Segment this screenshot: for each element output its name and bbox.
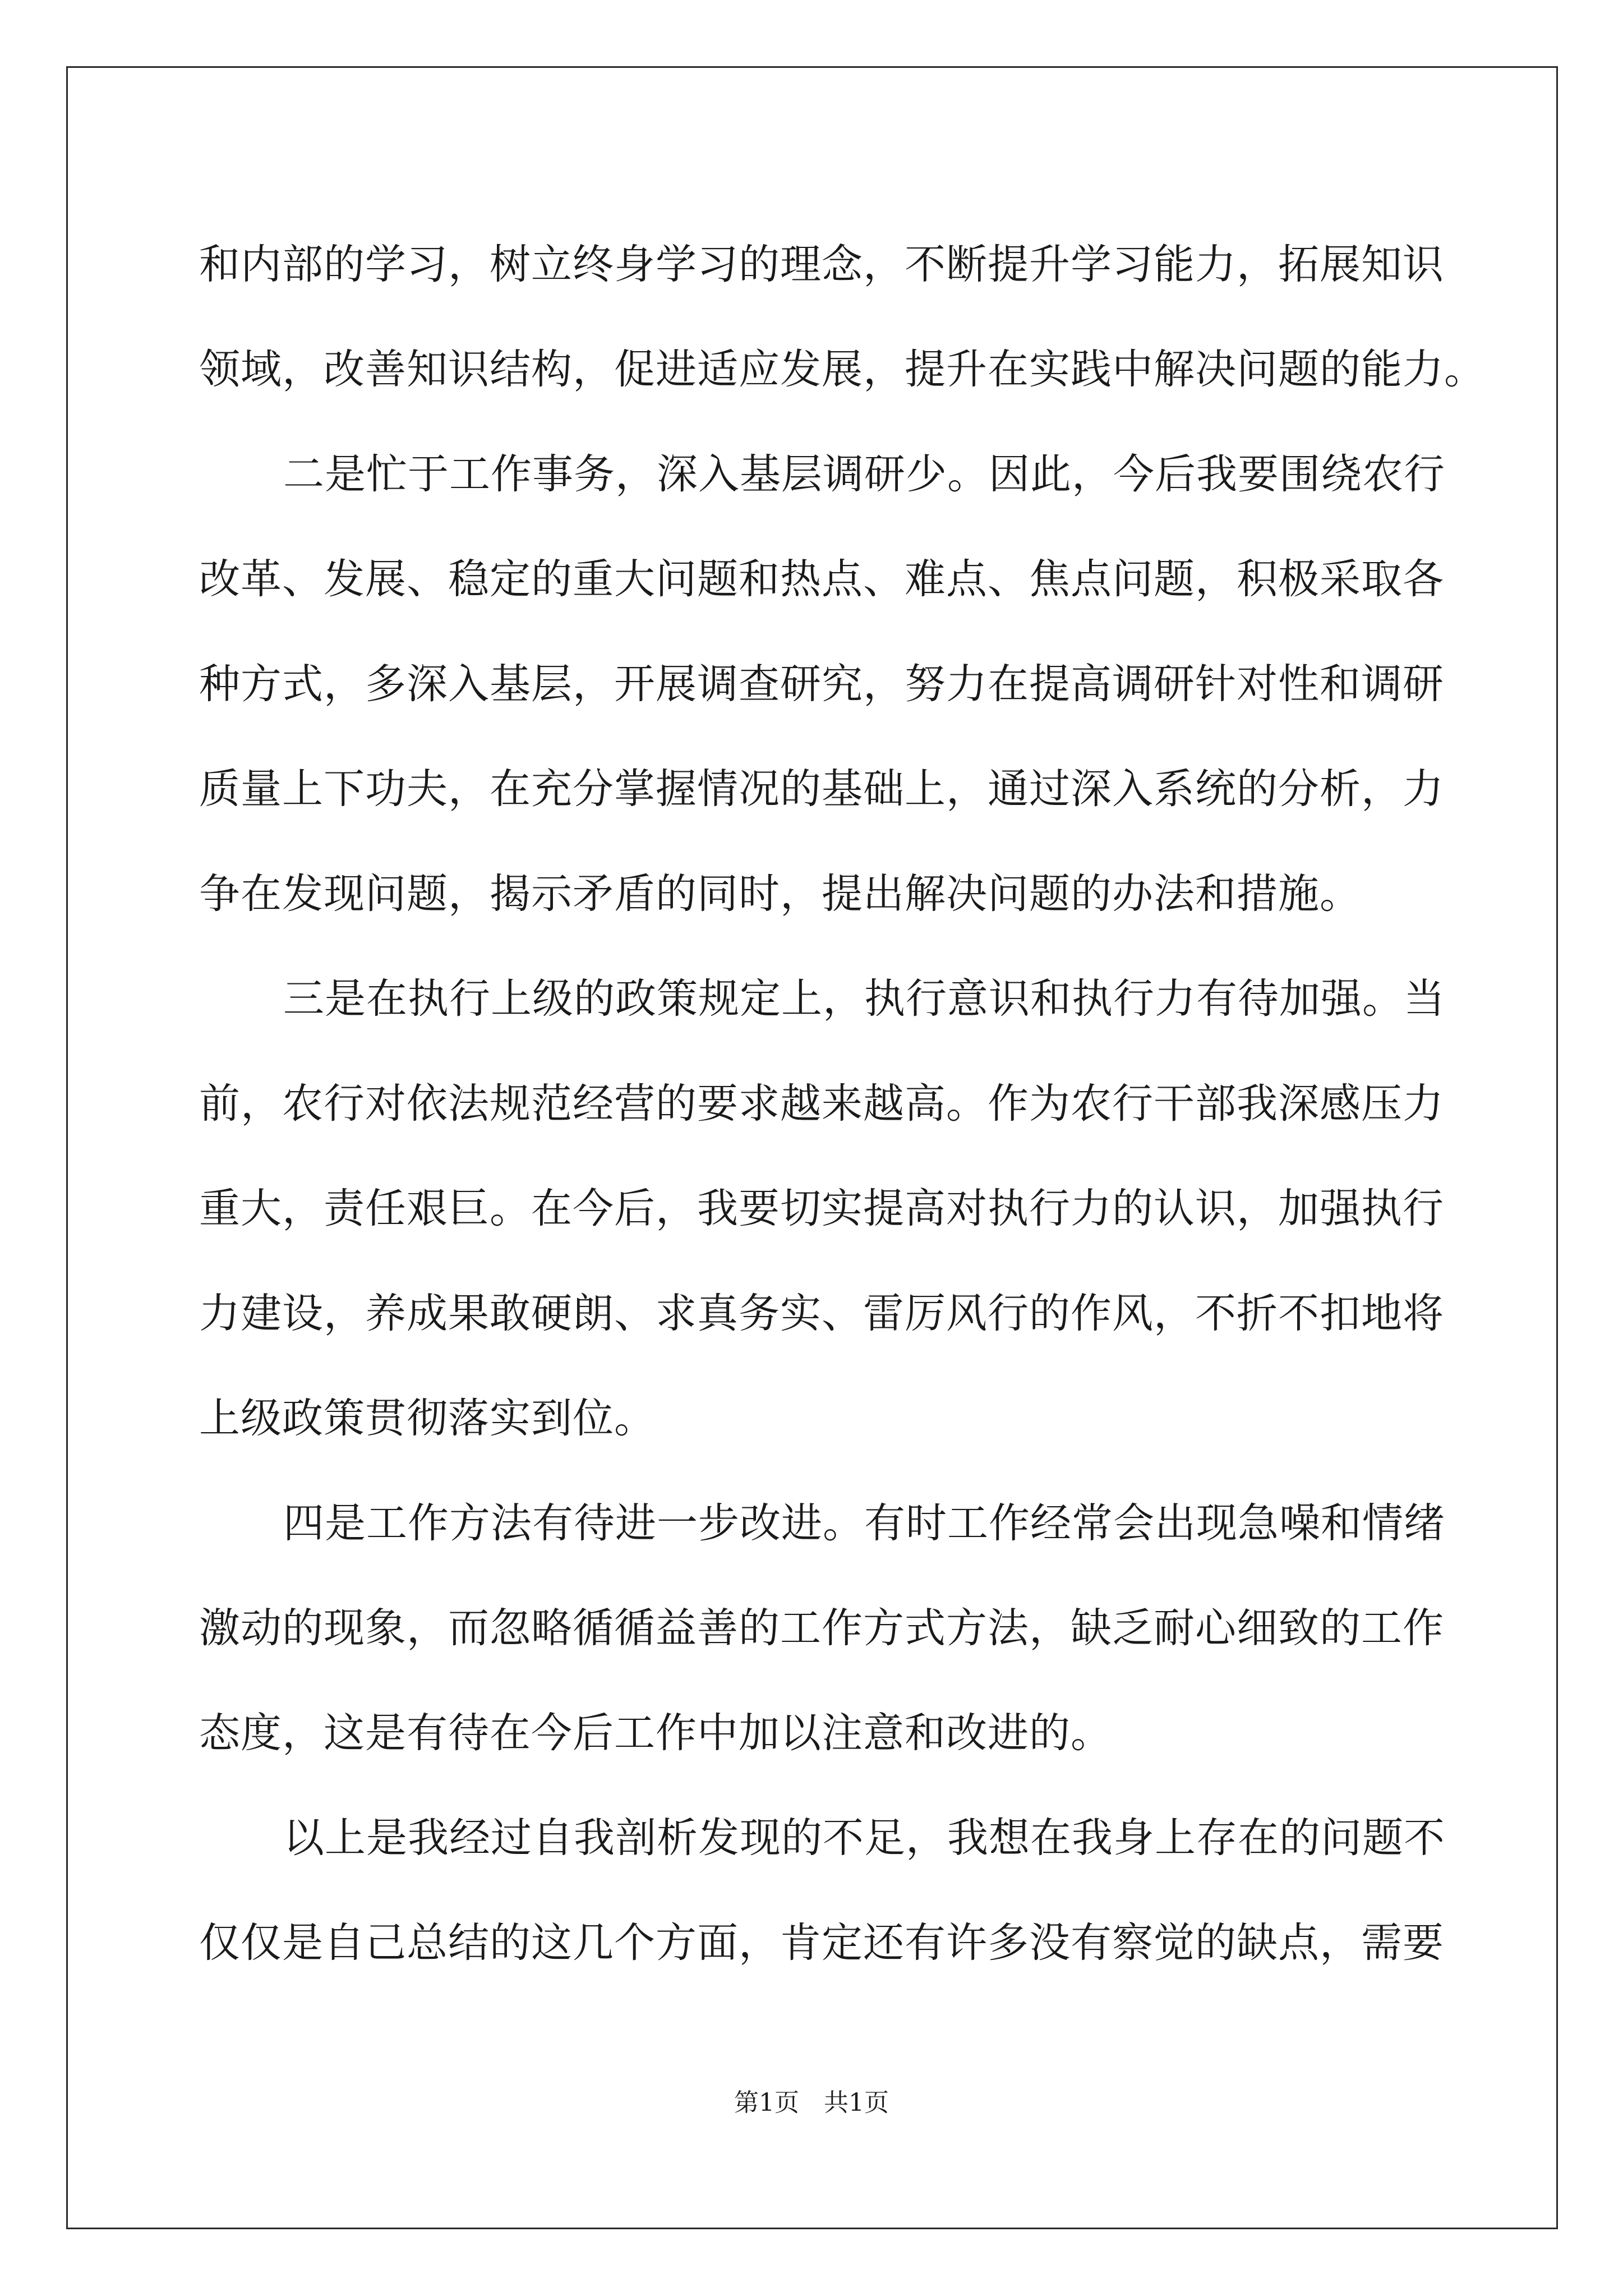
paragraph-line: 种方式，多深入基层，开展调查研究，努力在提高调研针对性和调研 bbox=[199, 660, 1444, 708]
paragraph-line: 和内部的学习，树立终身学习的理念，不断提升学习能力，拓展知识 bbox=[199, 241, 1444, 288]
paragraph-line: 改革、发展、稳定的重大问题和热点、难点、焦点问题，积极采取各 bbox=[199, 555, 1444, 603]
paragraph-1 bbox=[199, 212, 1486, 422]
page-number: 第1页 bbox=[734, 2088, 799, 2117]
paragraph-3 bbox=[199, 946, 1445, 1471]
paragraph-line: 质量上下功夫，在充分掌握情况的基础上，通过深入系统的分析，力 bbox=[199, 765, 1444, 813]
paragraph-2 bbox=[199, 422, 1445, 946]
paragraph-line: 以上是我经过自我剖析发现的不足，我想在我身上存在的问题不 bbox=[283, 1814, 1445, 1862]
paragraph-line: 二是忙于工作事务，深入基层调研少。因此，今后我要围绕农行 bbox=[283, 450, 1445, 498]
page-total: 共1页 bbox=[824, 2088, 889, 2117]
paragraph-line: 重大，责任艰巨。在今后，我要切实提高对执行力的认识，加强执行 bbox=[199, 1185, 1444, 1232]
paragraph-line: 领域，改善知识结构，促进适应发展，提升在实践中解决问题的能力。 bbox=[199, 346, 1486, 393]
paragraph-line: 前，农行对依法规范经营的要求越来越高。作为农行干部我深感压力 bbox=[199, 1080, 1444, 1128]
paragraph-line: 四是工作方法有待进一步改进。有时工作经常会出现急噪和情绪 bbox=[283, 1499, 1445, 1547]
paragraph-line: 争在发现问题，揭示矛盾的同时，提出解决问题的办法和措施。 bbox=[199, 870, 1361, 918]
page-footer bbox=[0, 2086, 1623, 2120]
paragraph-5 bbox=[199, 1786, 1445, 1995]
paragraph-line: 态度，这是有待在今后工作中加以注意和改进的。 bbox=[199, 1709, 1112, 1757]
document-body bbox=[199, 212, 1486, 1995]
paragraph-line: 三是在执行上级的政策规定上，执行意识和执行力有待加强。当 bbox=[283, 975, 1445, 1023]
paragraph-4 bbox=[199, 1471, 1445, 1786]
paragraph-line: 力建设，养成果敢硬朗、求真务实、雷厉风行的作风，不折不扣地将 bbox=[199, 1290, 1444, 1337]
paragraph-line: 仅仅是自己总结的这几个方面，肯定还有许多没有察觉的缺点，需要 bbox=[199, 1919, 1444, 1967]
paragraph-line: 上级政策贯彻落实到位。 bbox=[199, 1395, 656, 1442]
paragraph-line: 激动的现象，而忽略循循益善的工作方式方法，缺乏耐心细致的工作 bbox=[199, 1604, 1444, 1652]
